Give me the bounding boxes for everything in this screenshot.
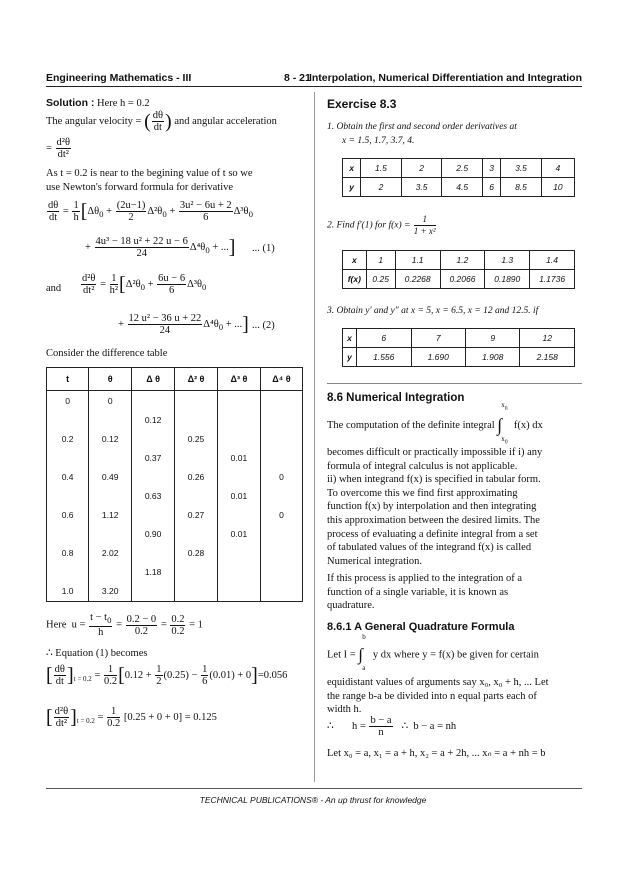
- header-cell: Δ² θ: [175, 368, 218, 391]
- table-cell: [217, 563, 260, 582]
- table-cell: [175, 391, 218, 411]
- table-cell: [217, 506, 260, 525]
- table-cell: 2: [401, 159, 442, 178]
- table-cell: 0.12: [132, 410, 175, 429]
- integral-intro-text: The computation of the definite integral: [327, 419, 495, 431]
- table-cell: 1.690: [411, 348, 465, 367]
- exercise-table-3: [342, 328, 575, 367]
- table-cell: [47, 486, 89, 505]
- table-cell: 6: [483, 178, 501, 197]
- table-row: [47, 525, 303, 544]
- table-cell: [47, 410, 89, 429]
- table-row: [47, 391, 303, 411]
- header-book-title: Engineering Mathematics - III: [46, 72, 192, 84]
- let-text: Let I =: [327, 649, 356, 661]
- result-first-derivative: [ $\frac{d\theta}{dt}$ ]$_{t = 0.2}$ = $\frac{1}{0.2}$ [0.12 + $\frac{1}{2}$ (0.25) − $\frac{1}{6}$ (0.01) + 0]=0.056: [46, 664, 288, 687]
- table-cell: 1.12: [89, 506, 132, 525]
- table-cell: [260, 563, 302, 582]
- table-row: [343, 329, 575, 348]
- solution-text: Here h = 0.2: [97, 98, 150, 109]
- table-cell: [260, 448, 302, 467]
- header-cell: Δ⁴ θ: [260, 368, 302, 391]
- paragraph-line: equidistant values of arguments say x₀, x₀ + h, ... Let: [327, 677, 549, 688]
- running-header: [46, 72, 582, 87]
- newton-text-2: use Newton's forward formula for derivative: [46, 182, 234, 193]
- table-cell: [47, 525, 89, 544]
- table-cell: 0.1890: [485, 270, 530, 289]
- table-cell: [89, 486, 132, 505]
- table-cell: 0.27: [175, 506, 218, 525]
- paragraph-line: becomes difficult or practically impossible if i) any: [327, 447, 543, 458]
- table-cell: 0.25: [175, 429, 218, 448]
- table-cell: [175, 448, 218, 467]
- table-cell: 0.01: [217, 448, 260, 467]
- paragraph-line: To overcome this we find first approximating: [327, 487, 518, 499]
- paragraph-line: function of a single variable, it is known as: [327, 586, 509, 598]
- paragraph-2: [327, 572, 582, 613]
- newton-formula-second-derivative-cont: + $\frac{\text{12 u² − 36 u + 22}}{24}$ $\Delta^4\theta_0$ + ...]: [118, 313, 249, 336]
- table-cell: [175, 410, 218, 429]
- table-row: [47, 410, 303, 429]
- table-cell: [89, 448, 132, 467]
- table-row: [343, 178, 575, 197]
- table-row: [47, 448, 303, 467]
- where-text: y dx where y = f(x) be given for certain: [372, 649, 539, 661]
- table-cell: [89, 410, 132, 429]
- header-cell: t: [47, 368, 89, 391]
- table-cell: x: [343, 329, 357, 348]
- and-label: and: [46, 283, 62, 294]
- newton-formula-second-derivative: $\frac{\text{d²θ}}{\text{dt²}}$ = $\frac{1}{\text{h²}}$ [$\Delta^2\theta_0$ + $\frac{6u - 6}{6}$ $\Delta^3\theta_0$: [82, 273, 207, 296]
- paragraph-line: If this process is applied to the integration of a: [327, 573, 523, 584]
- footer-text: TECHNICAL PUBLICATIONS® - An up thrust for knowledge: [199, 795, 427, 805]
- result-second-derivative: [ $\frac{\text{d²θ}}{\text{dt²}}$ ]$_{t = 0.2}$ = $\frac{1}{0.2}$ [0.25 + 0 + 0] = 0.125: [46, 706, 217, 729]
- equation-1-tag: ... (1): [252, 243, 275, 254]
- result-2-value: [0.25 + 0 + 0] = 0.125: [123, 711, 217, 723]
- table-cell: [260, 429, 302, 448]
- angular-velocity-text: The angular velocity =: [46, 115, 142, 127]
- exercise-table-1: [342, 158, 575, 197]
- table-cell: 3.20: [89, 582, 132, 602]
- table-cell: [132, 582, 175, 602]
- quadrature-integral-line: Let I = b ∫ a y dx where y = f(x) be given for certain: [327, 633, 539, 672]
- table-cell: [260, 582, 302, 602]
- paragraph-line: of tabulated values of the integrand f(x) is called: [327, 542, 532, 554]
- table-cell: 1.908: [465, 348, 519, 367]
- table-cell: 7: [411, 329, 465, 348]
- table-cell: 1.18: [132, 563, 175, 582]
- consider-text: Consider the difference table: [46, 348, 168, 359]
- table-cell: [217, 410, 260, 429]
- range-equation-line: ∴ h = $\frac{b - a}{n}$ ∴ b − a = nh: [327, 715, 457, 738]
- solution-label: Solution :: [46, 97, 95, 109]
- table-cell: [47, 448, 89, 467]
- table-cell: 0.01: [217, 525, 260, 544]
- table-cell: 1.1736: [530, 270, 575, 289]
- table-cell: 0.26: [175, 467, 218, 486]
- newton-formula-first-derivative-cont: + $\frac{\text{4u³ − 18 u² + 22 u − 6}}{24}$ $\Delta^4\theta_0$ + ...]: [85, 236, 236, 259]
- difference-table: [46, 367, 303, 602]
- subsection-title: 8.6.1 A General Quadrature Formula: [327, 621, 515, 633]
- table-cell: 3: [483, 159, 501, 178]
- question-2-text: 2. Find f′(1) for f(x) =: [327, 220, 411, 231]
- table-cell: 1.4: [530, 251, 575, 270]
- table-cell: 0.01: [217, 486, 260, 505]
- table-row: [47, 429, 303, 448]
- table-cell: [260, 525, 302, 544]
- table-cell: [89, 525, 132, 544]
- difference-table-header: [47, 368, 303, 391]
- table-cell: [260, 486, 302, 505]
- definite-integral-line: The computation of the definite integral $x_n$ ∫ $x_0$ f(x) dx: [327, 401, 543, 446]
- table-cell: x: [343, 159, 361, 178]
- table-cell: 4: [541, 159, 574, 178]
- therefore-equation-text: ∴ Equation (1) becomes: [46, 648, 148, 659]
- table-cell: [175, 582, 218, 602]
- table-cell: 4.5: [442, 178, 483, 197]
- table-cell: 3.5: [401, 178, 442, 197]
- paragraph-line: this approximation between the desired limits. The: [327, 514, 540, 526]
- table-cell: 0: [260, 506, 302, 525]
- table-row: [47, 544, 303, 563]
- question-2: 2. Find f′(1) for f(x) = $\frac{1}{\text{1 + x²}}$: [327, 214, 436, 236]
- header-cell: Δ θ: [132, 368, 175, 391]
- paragraph-line: function f(x) by interpolation and then integrating: [327, 501, 537, 513]
- table-cell: 0.28: [175, 544, 218, 563]
- header-chapter-title: Interpolation, Numerical Differentiation and Integration: [308, 72, 582, 84]
- table-cell: [260, 391, 302, 411]
- table-cell: 1.556: [357, 348, 411, 367]
- section-rule: [327, 383, 582, 384]
- table-cell: [175, 486, 218, 505]
- table-cell: 1.0: [47, 582, 89, 602]
- exercise-title: Exercise 8.3: [327, 97, 397, 111]
- table-cell: 1.5: [361, 159, 402, 178]
- table-cell: 0.8: [47, 544, 89, 563]
- paragraph-line: quadrature.: [327, 600, 375, 612]
- table-cell: 1.1: [395, 251, 440, 270]
- table-cell: [132, 506, 175, 525]
- second-derivative-expr: = $\frac{\text{d²θ}}{\text{dt²}}$: [46, 137, 70, 160]
- equation-2-tag: ... (2): [252, 320, 275, 331]
- table-cell: 1.3: [485, 251, 530, 270]
- table-cell: 0.90: [132, 525, 175, 544]
- table-cell: 0.6: [47, 506, 89, 525]
- question-1-values: x = 1.5, 1.7, 3.7, 4.: [342, 136, 415, 146]
- paragraph-3: [327, 676, 582, 717]
- table-row: [47, 563, 303, 582]
- paragraph-line: width h.: [327, 704, 362, 716]
- table-cell: y: [343, 348, 357, 367]
- table-cell: 8.5: [501, 178, 542, 197]
- table-cell: [217, 429, 260, 448]
- table-row: [47, 486, 303, 505]
- result-1-value: =0.056: [257, 669, 288, 681]
- table-cell: [132, 467, 175, 486]
- table-row: [47, 467, 303, 486]
- angular-acceleration-text: and angular acceleration: [174, 115, 277, 127]
- table-cell: 12: [520, 329, 575, 348]
- paragraph-1: [327, 446, 582, 568]
- paragraph-line: the range b-a be divided into n equal parts each of: [327, 690, 537, 702]
- table-cell: 1.2: [440, 251, 485, 270]
- table-cell: 2.02: [89, 544, 132, 563]
- exercise-table-2: [342, 250, 575, 289]
- table-cell: 0.2: [47, 429, 89, 448]
- table-cell: [132, 429, 175, 448]
- here-label: Here: [46, 619, 67, 631]
- column-divider: [314, 92, 315, 782]
- table-cell: [132, 391, 175, 411]
- table-cell: 0: [47, 391, 89, 411]
- header-page-number: 8 - 21: [284, 72, 311, 84]
- footer-rule: [46, 788, 582, 789]
- table-cell: 0.12: [89, 429, 132, 448]
- table-cell: 0: [260, 467, 302, 486]
- table-cell: 0.49: [89, 467, 132, 486]
- table-cell: 2.158: [520, 348, 575, 367]
- table-cell: 0: [89, 391, 132, 411]
- table-cell: [132, 544, 175, 563]
- table-cell: [217, 582, 260, 602]
- paragraph-line: Numerical integration.: [327, 555, 423, 567]
- table-row: [343, 348, 575, 367]
- newton-text-1: As t = 0.2 is near to the begining value of t so we: [46, 168, 253, 179]
- table-cell: [217, 467, 260, 486]
- table-cell: 0.2066: [440, 270, 485, 289]
- angular-velocity-line: The angular velocity = ( $\frac{d\theta}{dt}$ ) and angular acceleration: [46, 110, 277, 133]
- question-3: 3. Obtain y′ and y″ at x = 5, x = 6.5, x = 12 and 12.5. if: [327, 306, 539, 316]
- table-cell: 6: [357, 329, 411, 348]
- table-cell: x: [343, 251, 367, 270]
- paragraph-line: process of evaluating a definite integral from a set: [327, 528, 538, 540]
- table-cell: 2: [361, 178, 402, 197]
- table-cell: [47, 563, 89, 582]
- section-title: 8.6 Numerical Integration: [327, 392, 465, 404]
- table-cell: y: [343, 178, 361, 197]
- question-1: 1. Obtain the first and second order derivatives at: [327, 122, 517, 132]
- table-row: [343, 251, 575, 270]
- table-row: [47, 582, 303, 602]
- header-cell: θ: [89, 368, 132, 391]
- table-cell: [260, 544, 302, 563]
- table-cell: [89, 563, 132, 582]
- table-cell: 0.37: [132, 448, 175, 467]
- table-cell: 3.5: [501, 159, 542, 178]
- table-cell: 2.5: [442, 159, 483, 178]
- table-cell: [175, 525, 218, 544]
- table-cell: 0.2268: [395, 270, 440, 289]
- table-cell: 9: [465, 329, 519, 348]
- table-cell: 1: [366, 251, 395, 270]
- table-cell: 0.63: [132, 486, 175, 505]
- table-cell: [217, 391, 260, 411]
- table-cell: 0.4: [47, 467, 89, 486]
- solution-line: [46, 97, 150, 109]
- u-equation: Here u = $\frac{t - t_0}{h}$ = $\frac{0.2 - 0}{0.2}$ = $\frac{0.2}{0.2}$ = 1: [46, 612, 203, 639]
- paragraph-line: ii) when integrand f(x) is specified in tabular form.: [327, 474, 541, 486]
- table-row: [343, 270, 575, 289]
- paragraph-line: formula of integral calculus is not applicable.: [327, 460, 518, 472]
- newton-formula-first-derivative: $\frac{d\theta}{dt}$ = $\frac{1}{h}$ [$\Delta\theta_0$ + $\frac{(2u-1)}{2}$ $\Delta^2\theta_0$ + $\frac{\text{3u² − 6u + 2}}{6}$ $\Delta^3\theta_0$: [48, 200, 253, 223]
- table-cell: [217, 544, 260, 563]
- header-cell: Δ³ θ: [217, 368, 260, 391]
- table-row: [343, 159, 575, 178]
- nodes-line: Let x₀ = a, x₁ = a + h, x₂ = a + 2h, ... xₙ = a + nh = b: [327, 748, 546, 759]
- table-row: [47, 506, 303, 525]
- table-cell: f(x): [343, 270, 367, 289]
- table-cell: [175, 563, 218, 582]
- table-cell: 10: [541, 178, 574, 197]
- table-cell: [260, 410, 302, 429]
- table-cell: 0.25: [366, 270, 395, 289]
